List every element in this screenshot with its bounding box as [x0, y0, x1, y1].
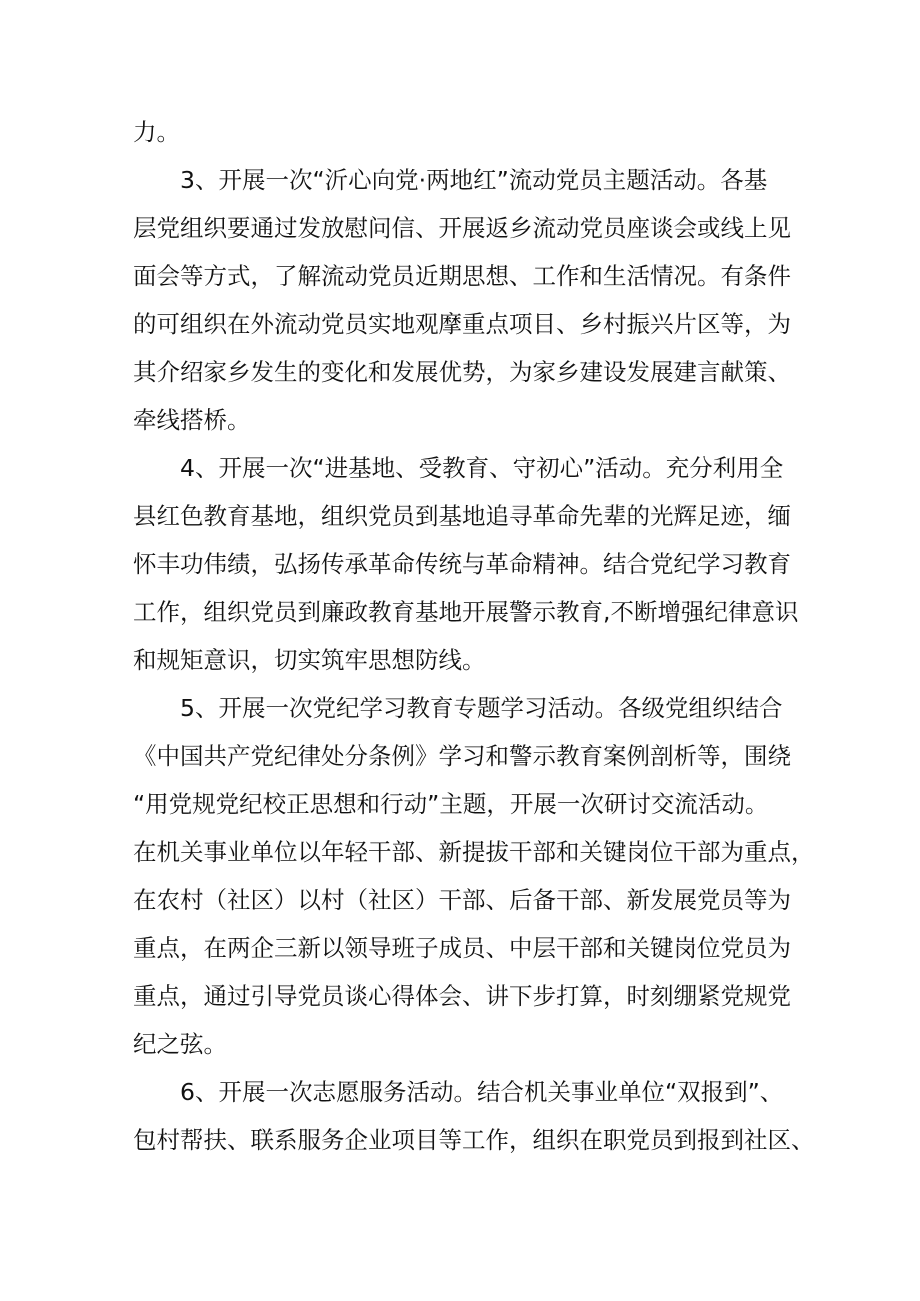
text-line: 重点，通过引导党员谈心得体会、讲下步打算，时刻绷紧党规党 — [133, 982, 791, 1010]
text-line: 其介绍家乡发生的变化和发展优势，为家乡建设发展建言献策、 — [133, 358, 791, 386]
text-line: 工作，组织党员到廉政教育基地开展警示教育,不断增强纪律意识 — [133, 598, 799, 626]
text-line: 纪之弦。 — [133, 1030, 227, 1058]
text-line: 4、开展一次“进基地、受教育、守初心”活动。充分利用全 — [180, 454, 784, 482]
text-line: 和规矩意识，切实筑牢思想防线。 — [133, 646, 486, 674]
text-line: 包村帮扶、联系服务企业项目等工作，组织在职党员到报到社区、 — [133, 1126, 815, 1154]
text-line: “用党规党纪校正思想和行动”主题，开展一次研讨交流活动。 — [133, 790, 769, 818]
text-line: 《中国共产党纪律处分条例》学习和警示教育案例剖析等，围绕 — [133, 742, 791, 770]
text-line: 力。 — [133, 118, 180, 146]
text-line: 牵线搭桥。 — [133, 406, 251, 434]
text-line: 重点，在两企三新以领导班子成员、中层干部和关键岗位党员为 — [133, 934, 791, 962]
text-line: 在机关事业单位以年轻干部、新提拔干部和关键岗位干部为重点， — [133, 838, 815, 866]
text-line: 层党组织要通过发放慰问信、开展返乡流动党员座谈会或线上见 — [133, 214, 791, 242]
text-line: 3、开展一次“沂心向党·两地红”流动党员主题活动。各基 — [180, 166, 768, 194]
text-line: 在农村（社区）以村（社区）干部、后备干部、新发展党员等为 — [133, 886, 791, 914]
text-line: 面会等方式，了解流动党员近期思想、工作和生活情况。有条件 — [133, 262, 791, 290]
text-line: 的可组织在外流动党员实地观摩重点项目、乡村振兴片区等，为 — [133, 310, 791, 338]
text-line: 怀丰功伟绩，弘扬传承革命传统与革命精神。结合党纪学习教育 — [133, 550, 791, 578]
text-line: 县红色教育基地，组织党员到基地追寻革命先辈的光辉足迹，缅 — [133, 502, 791, 530]
text-line: 6、开展一次志愿服务活动。结合机关事业单位“双报到”、 — [180, 1078, 784, 1106]
text-line: 5、开展一次党纪学习教育专题学习活动。各级党组织结合 — [180, 694, 783, 722]
